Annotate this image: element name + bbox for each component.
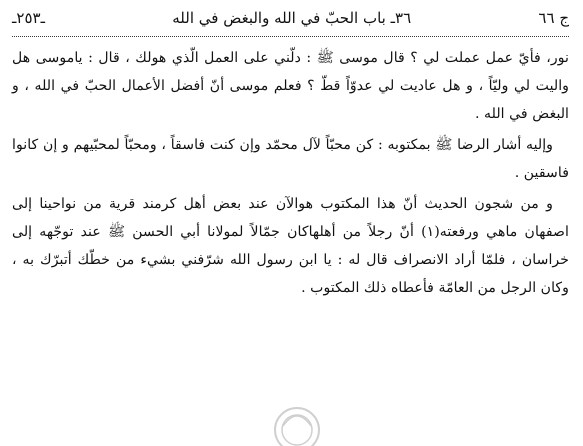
page-header [12, 4, 569, 32]
chapter-title: ٣٦ـ باب الحبّ في الله والبغض في الله [172, 9, 412, 27]
paragraph-2: وإليه أشار الرضا ﷺ بمكتوبه : كن محبّاً لآل محمّد وإن كنت فاسقاً ، ومحبّاً لمحبّيهم و إن كانوا فاسقين . [12, 137, 569, 181]
watermark-seal-icon [265, 400, 329, 446]
paragraph-3: و من شجون الحديث أنّ هذا المكتوب هوالآن عند بعض أهل كرمند قرية من نواحينا إلى اصفهان ماهي ورفعته(١) أنّ رجلاً من أهلهاكان جمّالاً لمولانا أبي الحسن ﷺ عند توجّهه إلى خراسان ، فلمّا أراد الانصراف قال له : يا ابن رسول الله شرّفني بشيء من خطّك أتبرّك به ، وكان الرجل من العامّة فأعطاه ذلك المكتوب . [12, 196, 570, 296]
page-body [12, 44, 569, 305]
header-divider [12, 36, 569, 37]
page-number: ـ٢٥٣ـ [12, 9, 45, 27]
paragraph-1: نور، فأيّ عمل عملت لي ؟ قال موسى ﷺ : دلّني على العمل الّذي هولك ، قال : ياموسى هل واليت لي وليّاً ، و هل عاديت لي عدوّاً قطّ ؟ فعلم موسى أنّ أفضل الأعمال الحبّ في الله ، و البغض في الله . [12, 50, 569, 122]
volume-label: ج ٦٦ [538, 9, 569, 27]
